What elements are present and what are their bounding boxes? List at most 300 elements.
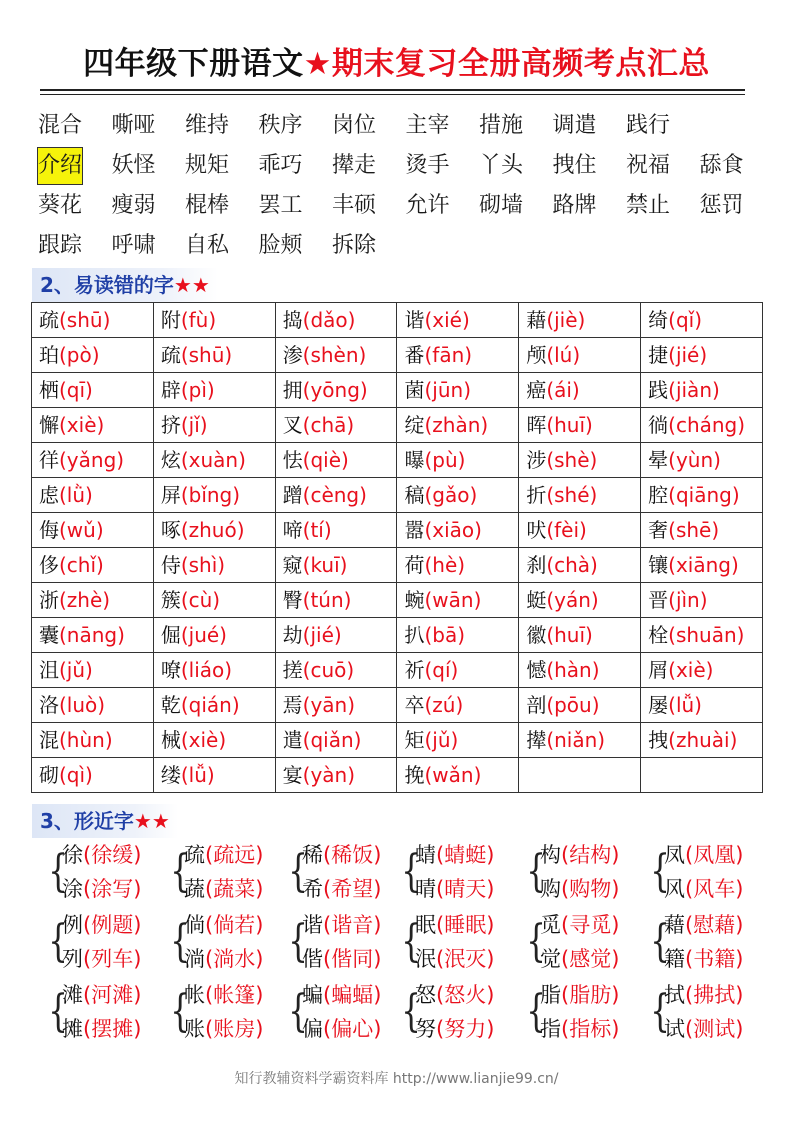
example-word: (慰藉) [685,913,744,937]
brace-icon: { [48,916,68,967]
similar-char-pair [397,838,517,908]
vocab-word: 嘶哑 [111,113,156,138]
example-word: (列车) [83,947,142,971]
pinyin: (cù) [180,588,221,612]
pinyin-cell [275,303,397,338]
character: 觉 [540,947,561,971]
pinyin: (huī) [546,413,593,437]
brace-icon: { [170,916,190,967]
example-word: (帐篷) [205,983,264,1007]
pinyin-cell [397,548,519,583]
example-word: (摆摊) [83,1017,142,1041]
character: 疏 [39,308,59,332]
pinyin: (zú) [424,693,464,717]
character: 涂 [62,877,83,901]
pinyin-cell [641,758,763,793]
pinyin: (xiāng) [668,553,739,577]
character: 侍 [160,553,181,577]
character: 撵 [526,728,547,752]
character: 啄 [160,518,181,542]
character: 番 [404,343,425,367]
character: 嚣 [404,518,425,542]
character: 侈 [39,553,59,577]
character: 折 [526,483,547,507]
pinyin: (lǜ) [59,483,93,507]
pinyin: (qián) [180,693,240,717]
character: 刹 [526,553,547,577]
pinyin: (jǐ) [180,413,208,437]
title-part1: 四年级下册语文 [83,46,304,82]
pinyin-cell [153,653,275,688]
character: 帐 [184,983,205,1007]
brace-icon: { [170,986,190,1037]
pinyin: (qí) [424,658,459,682]
vocab-word: 乖巧 [258,153,303,178]
pinyin-cell [275,338,397,373]
character: 嘹 [160,658,181,682]
pinyin: (luò) [59,693,106,717]
pinyin-cell [275,408,397,443]
pinyin-cell [519,548,641,583]
pinyin: (qī) [59,378,93,402]
pinyin: (lǚ) [668,693,702,717]
vocab-word: 规矩 [185,153,230,178]
table-row [32,443,763,478]
character: 扒 [404,623,425,647]
character: 遣 [282,728,303,752]
similar-char-pair [44,908,164,978]
character: 挤 [160,413,181,437]
example-word: (疏远) [205,843,264,867]
example-word: (例题) [83,913,142,937]
similar-char-line [302,840,381,870]
character: 劫 [282,623,303,647]
pinyin: (shū) [59,308,111,332]
pinyin-cell [275,653,397,688]
table-row [32,723,763,758]
character: 焉 [282,693,303,717]
vocab-word: 措施 [479,113,524,138]
pinyin: (jiè) [546,308,586,332]
pinyin-cell [641,373,763,408]
pinyin-cell [32,303,154,338]
example-word: (蝙蝠) [323,983,382,1007]
pinyin-cell [641,478,763,513]
vocab-word: 拆除 [332,233,377,258]
pinyin-cell [397,758,519,793]
similar-char-line [184,944,263,974]
brace-icon: { [48,846,68,897]
pinyin-cell [641,618,763,653]
pinyin: (bǐng) [180,483,241,507]
example-word: (晴天) [436,877,495,901]
similar-char-line [62,980,141,1010]
example-word: (寻觅) [561,913,620,937]
pinyin: (shuān) [668,623,745,647]
pinyin: (jié) [302,623,342,647]
similar-char-pair [44,838,164,908]
similar-char-line [62,910,141,940]
example-word: (稀饭) [323,843,382,867]
pinyin-cell [397,688,519,723]
example-word: (希望) [323,877,382,901]
character: 渗 [282,343,303,367]
similar-char-pair [646,908,766,978]
example-word: (结构) [561,843,620,867]
character: 囊 [39,623,59,647]
character: 菌 [404,378,425,402]
example-word: (徐缓) [83,843,142,867]
brace-icon: { [526,846,546,897]
similar-char-line [540,910,619,940]
character: 晕 [648,448,669,472]
character: 籍 [664,947,685,971]
similar-char-pair [166,838,286,908]
pinyin-cell [275,723,397,758]
character: 努 [415,1017,436,1041]
pinyin-cell [153,548,275,583]
example-word: (账房) [205,1017,264,1041]
character: 例 [62,913,83,937]
character: 疏 [184,843,205,867]
pinyin-cell [397,653,519,688]
brace-icon: { [288,846,308,897]
example-word: (测试) [685,1017,744,1041]
page-footer: 知行教辅资料学霸资料库 http://www.lianjie99.cn/ [234,1071,559,1087]
pinyin-cell [275,583,397,618]
pinyin-cell [275,443,397,478]
pinyin: (xiè) [668,658,714,682]
character: 屡 [648,693,669,717]
example-word: (风车) [685,877,744,901]
pinyin-cell [275,618,397,653]
pinyin-cell [275,373,397,408]
example-word: (偏心) [323,1017,382,1041]
pinyin: (hè) [424,553,466,577]
pinyin: (qì) [59,763,93,787]
pinyin: (jué) [180,623,227,647]
similar-char-pair [284,908,404,978]
pinyin-cell [32,548,154,583]
table-row [32,653,763,688]
character: 绽 [404,413,425,437]
similar-char-line [664,874,743,904]
pinyin-cell [519,513,641,548]
pinyin-cell [32,408,154,443]
brace-icon: { [526,986,546,1037]
pinyin: (yùn) [668,448,721,472]
pinyin: (cháng) [668,413,746,437]
pinyin-cell [32,688,154,723]
character: 蜻 [415,843,436,867]
pinyin-cell [519,303,641,338]
pinyin: (shèn) [302,343,367,367]
pinyin: (jiàn) [668,378,720,402]
example-word: (脂肪) [561,983,620,1007]
vocab-word: 祝福 [626,153,671,178]
pinyin-cell [32,653,154,688]
pinyin-cell [153,443,275,478]
similar-char-line [540,944,619,974]
character: 风 [664,877,685,901]
similar-char-line [664,980,743,1010]
pinyin-cell [397,618,519,653]
character: 指 [540,1017,561,1041]
pinyin-cell [641,443,763,478]
pinyin-cell [153,618,275,653]
character: 乾 [160,693,181,717]
brace-icon: { [650,846,670,897]
brace-icon: { [288,986,308,1037]
character: 栓 [648,623,669,647]
similar-char-pair [284,838,404,908]
title-part2: 期末复习全册高频考点汇总 [331,46,710,82]
table-row [32,373,763,408]
character: 虑 [39,483,59,507]
character: 颅 [526,343,547,367]
pinyin-cell [275,548,397,583]
character: 疏 [160,343,181,367]
pinyin-cell [641,548,763,583]
vocab-word: 惩罚 [699,193,744,218]
pinyin: (kuī) [302,553,348,577]
pinyin: (dǎo) [302,308,356,332]
character: 蜓 [526,588,547,612]
pinyin: (xiè) [180,728,227,752]
similar-char-line [415,980,494,1010]
example-word: (怒火) [436,983,495,1007]
character: 偕 [302,947,323,971]
example-word: (河滩) [83,983,142,1007]
similar-char-line [184,910,263,940]
pinyin: (jūn) [424,378,471,402]
similar-char-line [415,1014,494,1044]
pinyin: (wǔ) [59,518,104,542]
pinyin: (gǎo) [424,483,478,507]
pinyin-cell [641,583,763,618]
similar-char-line [415,840,494,870]
character: 混 [39,728,59,752]
similar-char-line [415,944,494,974]
pinyin: (zhàn) [424,413,489,437]
pinyin-cell [153,513,275,548]
character: 缕 [160,763,181,787]
pinyin: (nāng) [59,623,125,647]
similar-char-line [62,944,141,974]
pinyin-cell [519,653,641,688]
pinyin: (yān) [302,693,356,717]
pinyin: (xiāo) [424,518,482,542]
pinyin: (qiāng) [668,483,740,507]
vocab-word: 拽住 [552,153,597,178]
section-3-stars: ★★ [133,809,170,833]
pinyin: (chà) [546,553,598,577]
similar-char-pair [522,978,642,1048]
page-title [0,44,793,84]
character: 蝙 [302,983,323,1007]
character: 偏 [302,1017,323,1041]
pinyin-cell [397,723,519,758]
character: 曝 [404,448,425,472]
pinyin: (hàn) [546,658,600,682]
character: 凤 [664,843,685,867]
vocab-word: 调遣 [552,113,597,138]
brace-icon: { [401,846,421,897]
character: 希 [302,877,323,901]
character: 侮 [39,518,59,542]
similar-char-line [62,1014,141,1044]
pinyin: (wǎn) [424,763,482,787]
pinyin: (zhè) [59,588,111,612]
character: 涉 [526,448,547,472]
character: 怒 [415,983,436,1007]
vocab-word: 妖怪 [111,153,156,178]
vocab-word: 棍棒 [185,193,230,218]
vocab-word: 允许 [405,193,450,218]
pinyin: (yǎng) [59,448,125,472]
character: 屏 [160,483,181,507]
pinyin-cell [519,583,641,618]
pinyin-cell [519,373,641,408]
section-2-stars: ★★ [173,273,210,297]
title-underline [40,89,745,91]
similar-char-line [540,980,619,1010]
similar-char-line [540,1014,619,1044]
pinyin-cell [32,478,154,513]
similar-char-line [184,840,263,870]
vocab-word: 脸颊 [258,233,303,258]
character: 脂 [540,983,561,1007]
pinyin: (zhuài) [668,728,738,752]
pinyin: (pò) [59,343,100,367]
character: 砌 [39,763,59,787]
similar-char-line [184,980,263,1010]
vocab-word: 跟踪 [38,233,83,258]
character: 倘 [184,913,205,937]
pinyin-cell [519,723,641,758]
character: 泯 [415,947,436,971]
vocab-word: 自私 [185,233,230,258]
table-row [32,338,763,373]
vocab-word: 瘦弱 [111,193,156,218]
character: 淌 [184,947,205,971]
pinyin-cell [641,303,763,338]
character: 宴 [282,763,303,787]
character: 祈 [404,658,425,682]
pinyin-cell [32,338,154,373]
pinyin-cell [641,513,763,548]
character: 附 [160,308,181,332]
pinyin-cell [397,478,519,513]
pinyin: (hùn) [59,728,113,752]
character: 卒 [404,693,425,717]
pinyin-table [31,302,763,793]
character: 徐 [62,843,83,867]
pinyin-cell [397,408,519,443]
pinyin: (jìn) [668,588,708,612]
pinyin: (shé) [546,483,598,507]
similar-char-pair [284,978,404,1048]
table-row [32,618,763,653]
pinyin: (liáo) [180,658,233,682]
table-row [32,513,763,548]
example-word: (书籍) [685,947,744,971]
character: 癌 [526,378,547,402]
example-word: (努力) [436,1017,495,1041]
pinyin: (cuō) [302,658,355,682]
vocab-word: 呼啸 [111,233,156,258]
brace-icon: { [288,916,308,967]
similar-char-line [540,874,619,904]
table-row [32,583,763,618]
similar-char-pair [646,838,766,908]
vocab-word: 禁止 [626,193,671,218]
character: 构 [540,843,561,867]
similar-char-line [62,874,141,904]
pinyin: (pì) [180,378,215,402]
pinyin: (xié) [424,308,470,332]
character: 腔 [648,483,669,507]
similar-char-line [302,944,381,974]
character: 晖 [526,413,547,437]
pinyin: (lú) [546,343,581,367]
character: 炫 [160,448,181,472]
pinyin: (shì) [180,553,226,577]
character: 屑 [648,658,669,682]
similar-char-pair [397,908,517,978]
character: 臀 [282,588,303,612]
pinyin-cell [32,583,154,618]
pinyin: (shū) [180,343,233,367]
table-row [32,548,763,583]
vocab-word: 维持 [185,113,230,138]
brace-icon: { [526,916,546,967]
similar-char-pair [522,908,642,978]
character: 试 [664,1017,685,1041]
pinyin: (chǐ) [59,553,104,577]
pinyin: (jǔ) [424,728,459,752]
vocab-word: 路牌 [552,193,597,218]
pinyin-cell [641,723,763,758]
character: 晋 [648,588,669,612]
character: 藉 [664,913,685,937]
vocab-word: 践行 [626,113,671,138]
pinyin: (pù) [424,448,466,472]
example-word: (蔬菜) [205,877,264,901]
character: 剖 [526,693,547,717]
pinyin-cell [32,723,154,758]
character: 叉 [282,413,303,437]
pinyin-cell [275,758,397,793]
example-word: (拂拭) [685,983,744,1007]
table-row [32,408,763,443]
pinyin: (fù) [180,308,217,332]
character: 践 [648,378,669,402]
pinyin: (xuàn) [180,448,246,472]
similar-char-pair [44,978,164,1048]
pinyin: (wān) [424,588,482,612]
example-word: (泯灭) [436,947,495,971]
brace-icon: { [401,986,421,1037]
pinyin-cell [153,303,275,338]
character: 窥 [282,553,303,577]
section-3-heading [32,804,178,838]
pinyin: (lǚ) [180,763,215,787]
pinyin-cell [32,618,154,653]
similar-char-line [302,910,381,940]
similar-char-line [664,910,743,940]
pinyin-cell [153,478,275,513]
